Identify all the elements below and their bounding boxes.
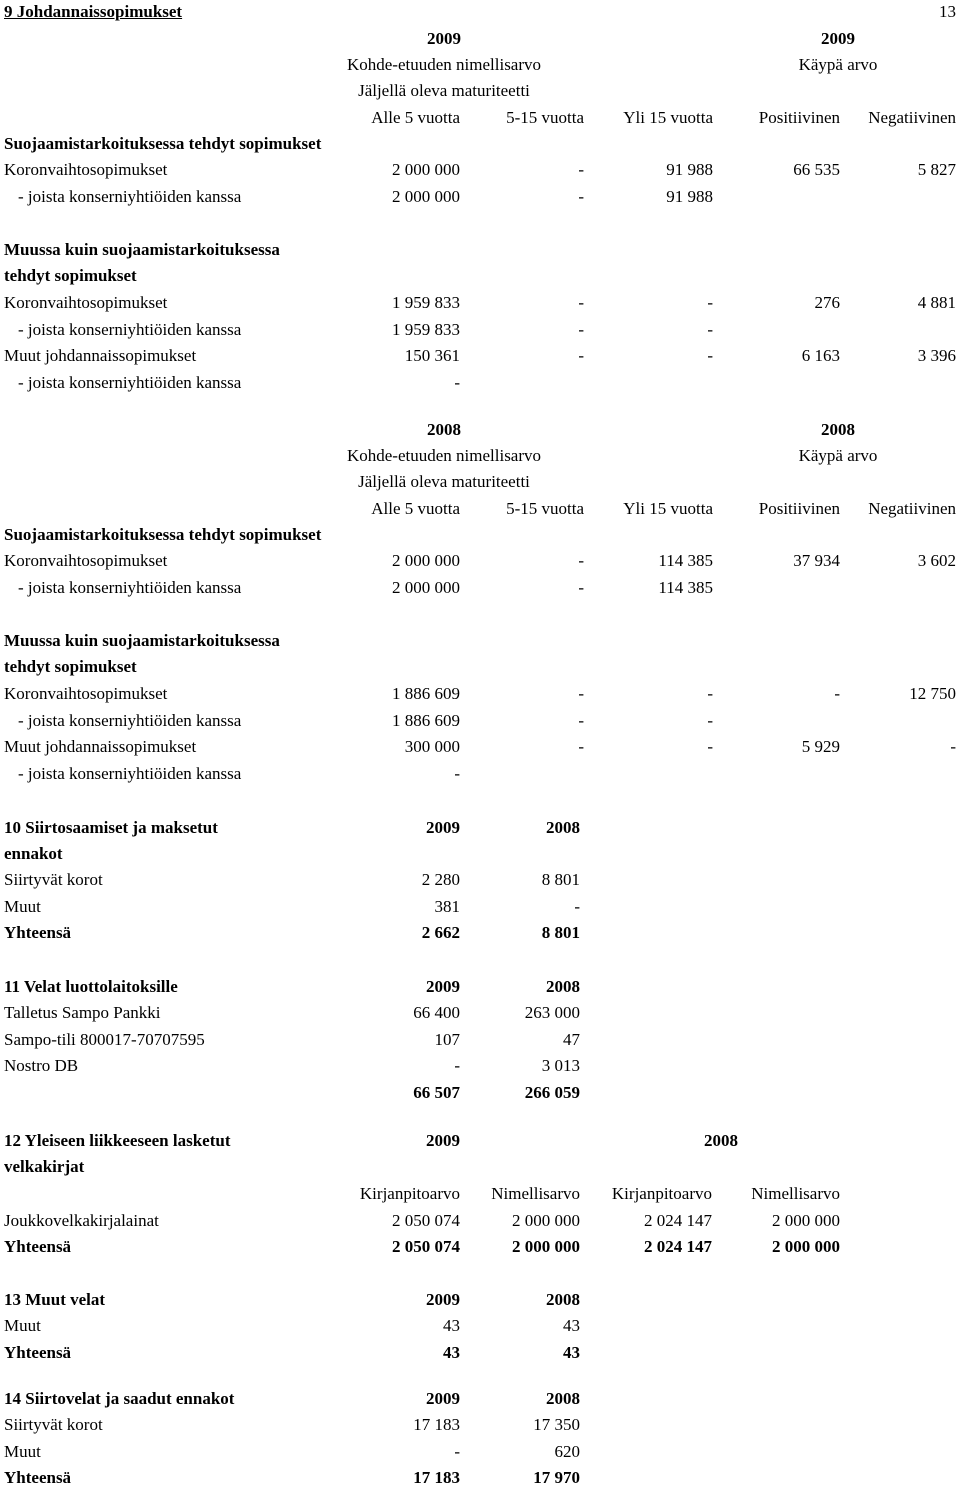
table-cell: - <box>454 1056 460 1075</box>
table-cell: 66 535 <box>793 160 840 179</box>
column-header: Nimellisarvo <box>491 1184 580 1203</box>
table-cell: 4 881 <box>917 293 956 312</box>
table-cell: 1 886 609 <box>392 684 460 703</box>
table-cell: 47 <box>563 1029 580 1049</box>
total-value: 66 507 <box>413 1082 460 1102</box>
row-label: - joista konserniyhtiöiden kanssa <box>18 187 242 206</box>
table-cell: 17 183 <box>413 1415 460 1434</box>
table-cell: - <box>578 160 584 179</box>
total-value: 43 <box>443 1342 460 1362</box>
table-cell: - <box>950 737 956 756</box>
year-right: 2008 <box>821 420 855 439</box>
subsection-title: tehdyt sopimukset <box>4 657 137 676</box>
table-cell: - <box>578 737 584 756</box>
column-header: Positiivinen <box>758 108 840 127</box>
row-label: - joista konserniyhtiöiden kanssa <box>18 578 242 597</box>
row-label: Muut <box>4 896 41 916</box>
group-label-nominal: Kohde-etuuden nimellisarvo <box>346 55 542 74</box>
row-label: Nostro DB <box>4 1056 79 1075</box>
table-cell: - <box>707 319 713 339</box>
table-cell: - <box>454 763 460 783</box>
row-label: Joukkovelkakirjalainat <box>4 1211 159 1230</box>
table-cell: 2 000 000 <box>392 187 460 206</box>
table-cell: - <box>574 896 580 916</box>
row-label: Muut johdannaissopimukset <box>4 346 197 365</box>
column-header: Alle 5 vuotta <box>371 499 460 518</box>
row-label: Koronvaihtosopimukset <box>4 160 168 179</box>
subsection-title: Suojaamistarkoituksessa tehdyt sopimukset <box>4 525 322 544</box>
table-cell: 1 959 833 <box>392 319 460 339</box>
subsection-title: Suojaamistarkoituksessa tehdyt sopimukset <box>4 134 322 153</box>
row-label: Siirtyvät korot <box>4 1415 103 1434</box>
year-header: 2009 <box>426 818 460 837</box>
total-label: Yhteensä <box>4 1342 72 1362</box>
year-left: 2008 <box>427 420 461 439</box>
table-cell: - <box>454 1441 460 1461</box>
total-value: 17 970 <box>533 1468 580 1487</box>
section-title: 10 Siirtosaamiset ja maksetut <box>4 818 218 837</box>
table-cell: 12 750 <box>909 684 956 703</box>
year-right: 2009 <box>821 29 855 48</box>
year-header: 2008 <box>546 1389 580 1408</box>
group-label-fair-value: Käypä arvo <box>798 55 878 74</box>
column-header: Yli 15 vuotta <box>623 108 713 127</box>
subsection-title: Muussa kuin suojaamistarkoituksessa <box>4 631 280 650</box>
total-value: 266 059 <box>524 1082 580 1102</box>
table-cell: - <box>707 737 713 756</box>
year-header: 2008 <box>546 977 580 996</box>
page-number: 13 <box>939 2 956 21</box>
section-title: 14 Siirtovelat ja saadut ennakot <box>4 1389 235 1408</box>
row-label: Muut <box>4 1316 41 1335</box>
table-cell: - <box>578 187 584 206</box>
row-label: - joista konserniyhtiöiden kanssa <box>18 319 242 339</box>
section-title: 13 Muut velat <box>4 1290 106 1309</box>
total-value: 2 000 000 <box>512 1237 580 1256</box>
group-label-fair-value: Käypä arvo <box>798 446 878 465</box>
table-cell: 620 <box>554 1441 580 1461</box>
row-label: Koronvaihtosopimukset <box>4 551 168 570</box>
row-label: Siirtyvät korot <box>4 870 103 889</box>
column-header: Negatiivinen <box>868 108 956 127</box>
table-cell: - <box>578 684 584 703</box>
total-value: 17 183 <box>413 1468 460 1487</box>
section-title: 12 Yleiseen liikkeeseen lasketut <box>4 1131 231 1150</box>
column-header: Nimellisarvo <box>751 1184 840 1203</box>
table-cell: 43 <box>563 1316 580 1335</box>
row-label: - joista konserniyhtiöiden kanssa <box>18 372 242 392</box>
section-title: 11 Velat luottolaitoksille <box>4 977 178 996</box>
table-cell: - <box>834 684 840 703</box>
table-cell: 2 000 000 <box>772 1211 840 1230</box>
year-header: 2009 <box>426 1389 460 1408</box>
table-cell: 114 385 <box>658 578 713 597</box>
table-cell: - <box>578 346 584 365</box>
table-cell: 263 000 <box>524 1003 580 1022</box>
table-cell: 37 934 <box>793 551 840 570</box>
total-label: Yhteensä <box>4 1468 72 1487</box>
section-heading: 9 Johdannaissopimukset <box>4 2 183 21</box>
table-cell: 276 <box>814 293 840 312</box>
column-header: 5-15 vuotta <box>506 108 584 127</box>
year-header: 2009 <box>426 1131 460 1150</box>
row-label: - joista konserniyhtiöiden kanssa <box>18 710 242 730</box>
section-title: ennakot <box>4 844 63 863</box>
table-cell: - <box>578 578 584 597</box>
total-label: Yhteensä <box>4 1237 72 1256</box>
subsection-title: Muussa kuin suojaamistarkoituksessa <box>4 240 280 259</box>
table-cell: - <box>707 346 713 365</box>
table-cell: - <box>707 710 713 730</box>
group-label-nominal: Kohde-etuuden nimellisarvo <box>346 446 542 465</box>
total-label: Yhteensä <box>4 923 72 942</box>
table-cell: 2 000 000 <box>392 160 460 179</box>
column-header: 5-15 vuotta <box>506 499 584 518</box>
table-cell: - <box>578 319 584 339</box>
table-cell: - <box>578 293 584 312</box>
table-cell: 66 400 <box>413 1003 460 1022</box>
subsection-title: tehdyt sopimukset <box>4 266 137 285</box>
total-value: 2 000 000 <box>772 1237 840 1256</box>
table-cell: 8 801 <box>541 870 580 889</box>
table-cell: - <box>707 684 713 703</box>
year-header: 2008 <box>704 1131 738 1150</box>
table-cell: 3 396 <box>917 346 956 365</box>
table-cell: 381 <box>434 896 460 916</box>
row-label: Muut johdannaissopimukset <box>4 737 197 756</box>
year-header: 2009 <box>426 977 460 996</box>
table-cell: - <box>707 293 713 312</box>
table-cell: 2 000 000 <box>392 551 460 570</box>
table-cell: 91 988 <box>666 160 713 179</box>
table-cell: 6 163 <box>801 346 840 365</box>
column-header: Positiivinen <box>758 499 840 518</box>
table-cell: - <box>578 710 584 730</box>
total-value: 2 024 147 <box>644 1237 712 1256</box>
row-label: Koronvaihtosopimukset <box>4 293 168 312</box>
row-label: Muut <box>4 1441 41 1461</box>
table-cell: 2 000 000 <box>392 578 460 597</box>
group-label-maturity: Jäljellä oleva maturiteetti <box>358 81 530 100</box>
total-value: 43 <box>563 1342 580 1362</box>
table-cell: 5 827 <box>917 160 956 179</box>
total-value: 2 050 074 <box>392 1237 460 1256</box>
table-cell: 43 <box>443 1316 460 1335</box>
row-label: Sampo-tili 800017-70707595 <box>4 1029 205 1049</box>
column-header: Negatiivinen <box>868 499 956 518</box>
table-cell: 2 050 074 <box>392 1211 460 1230</box>
table-cell: 1 959 833 <box>392 293 460 312</box>
year-header: 2008 <box>546 1290 580 1309</box>
table-cell: 5 929 <box>801 737 840 756</box>
column-header: Kirjanpitoarvo <box>359 1184 460 1203</box>
table-cell: 300 000 <box>404 737 460 756</box>
table-cell: 2 000 000 <box>512 1211 580 1230</box>
table-cell: 17 350 <box>533 1415 580 1434</box>
column-header: Yli 15 vuotta <box>623 499 713 518</box>
table-cell: 1 886 609 <box>392 710 460 730</box>
table-cell: - <box>578 551 584 570</box>
table-cell: 2 280 <box>421 870 460 889</box>
year-header: 2008 <box>546 818 580 837</box>
table-cell: 107 <box>434 1029 460 1049</box>
table-cell: 114 385 <box>658 551 713 570</box>
total-value: 2 662 <box>421 923 460 942</box>
row-label: Talletus Sampo Pankki <box>4 1003 161 1022</box>
column-header: Kirjanpitoarvo <box>611 1184 712 1203</box>
table-cell: 3 602 <box>917 551 956 570</box>
row-label: - joista konserniyhtiöiden kanssa <box>18 763 242 783</box>
column-header: Alle 5 vuotta <box>371 108 460 127</box>
row-label: Koronvaihtosopimukset <box>4 684 168 703</box>
table-cell: 150 361 <box>404 346 460 365</box>
year-left: 2009 <box>427 29 461 48</box>
total-value: 8 801 <box>541 923 580 942</box>
group-label-maturity: Jäljellä oleva maturiteetti <box>358 472 530 491</box>
table-cell: 2 024 147 <box>644 1211 712 1230</box>
table-cell: 91 988 <box>666 187 713 206</box>
table-cell: 3 013 <box>541 1056 580 1075</box>
section-title: velkakirjat <box>4 1157 85 1176</box>
table-cell: - <box>454 372 460 392</box>
year-header: 2009 <box>426 1290 460 1309</box>
